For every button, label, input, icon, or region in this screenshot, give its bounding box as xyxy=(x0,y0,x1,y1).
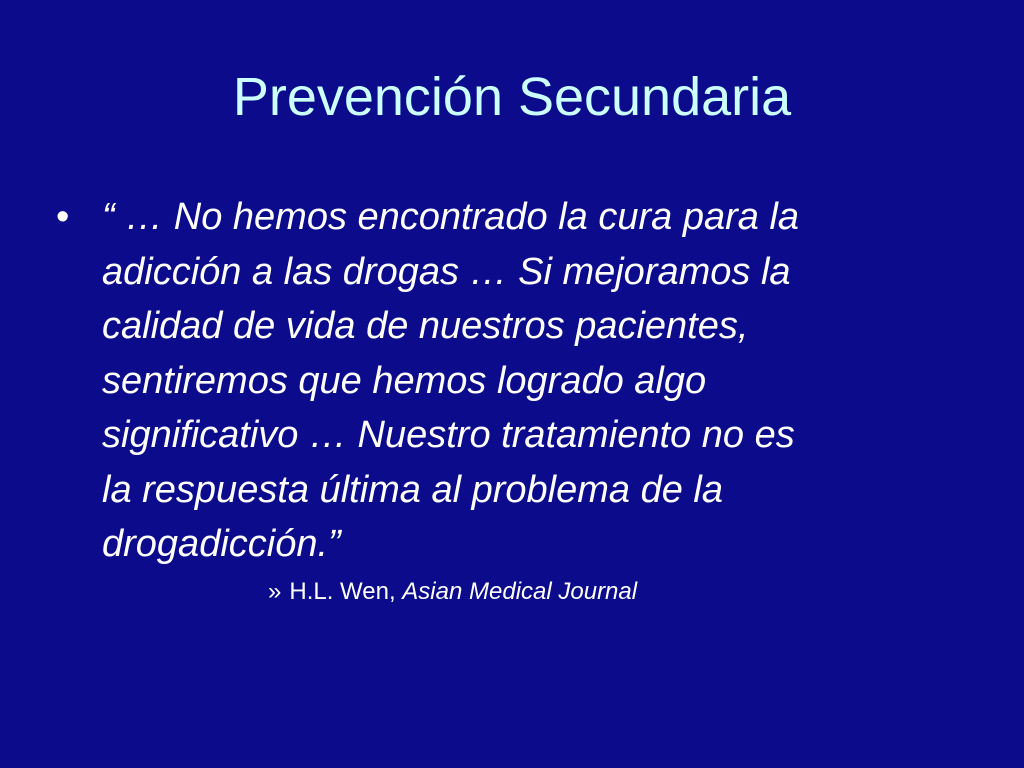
slide-title: Prevención Secundaria xyxy=(232,67,792,127)
bullet-marker: • xyxy=(56,196,70,238)
quote-line: drogadicción.” xyxy=(102,523,341,565)
quote-line: adicción a las drogas … Si mejoramos la xyxy=(102,250,791,293)
attribution-author: H.L. Wen, xyxy=(289,578,403,605)
quote-line: significativo … Nuestro tratamiento no es xyxy=(102,414,795,456)
quote-text xyxy=(102,190,952,572)
quote-line: calidad de vida de nuestros pacientes, xyxy=(102,305,749,347)
attribution-source: Asian Medical Journal xyxy=(402,578,638,605)
sub-bullet-marker: » xyxy=(268,578,282,605)
quote-attribution xyxy=(268,576,637,608)
quote-line: “ … No hemos encontrado la cura para la xyxy=(102,196,800,238)
quote-line: sentiremos que hemos logrado algo xyxy=(102,359,707,402)
quote-line: la respuesta última al problema de la xyxy=(102,468,724,511)
